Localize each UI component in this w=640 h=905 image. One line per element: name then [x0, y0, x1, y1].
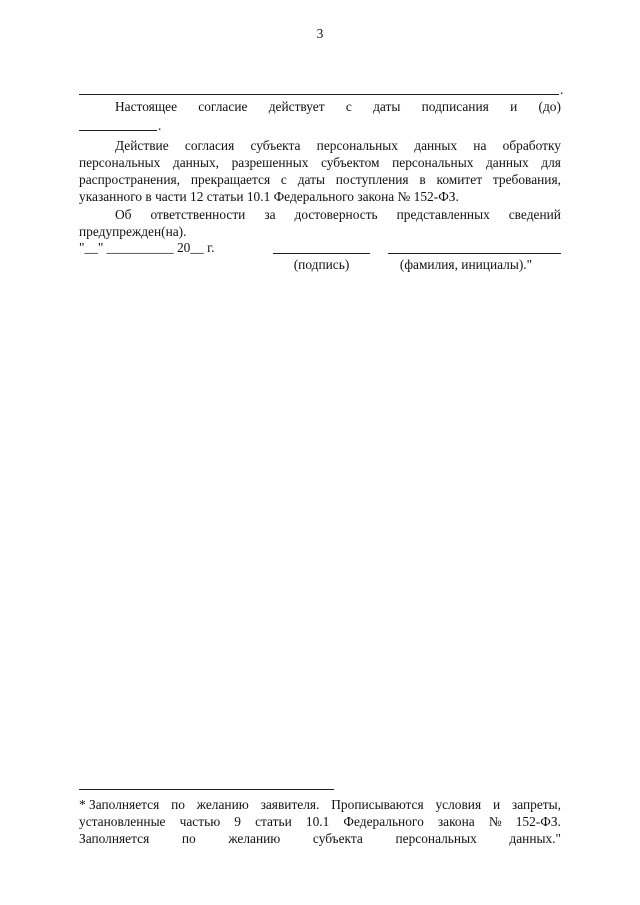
word: с — [345, 99, 352, 114]
word: представленных — [396, 207, 490, 222]
word: подписания — [421, 99, 489, 114]
word: достоверность — [294, 207, 378, 222]
word: статьи — [255, 814, 292, 829]
footnote-separator — [79, 789, 334, 790]
footnote-line — [79, 797, 561, 813]
word: и — [492, 797, 501, 812]
word: даты — [297, 172, 325, 187]
word: Действие — [115, 138, 169, 153]
word: субъекта — [312, 831, 363, 846]
word: распространения, — [79, 172, 181, 187]
word: и — [510, 99, 518, 114]
word: для — [541, 155, 561, 170]
word: даты — [373, 99, 401, 114]
name-line — [388, 253, 561, 254]
word: запреты, — [511, 797, 561, 812]
word: Прописываются — [331, 797, 424, 812]
word: требования, — [492, 172, 561, 187]
word: Заполняется — [79, 831, 150, 846]
word: данных, — [172, 155, 220, 170]
word: прекращается — [190, 172, 271, 187]
word: согласия — [184, 138, 235, 153]
word: ответственности — [150, 207, 246, 222]
word: частью — [179, 814, 221, 829]
name-caption: (фамилия, инициалы)." — [399, 257, 533, 272]
word: данных — [485, 155, 529, 170]
page-number: 3 — [316, 26, 324, 41]
word: обработку — [502, 138, 561, 153]
word: с — [280, 172, 287, 187]
word: данных — [414, 138, 458, 153]
word: данных." — [509, 831, 561, 846]
responsibility-line — [115, 207, 561, 223]
footnote-line — [79, 814, 561, 830]
word: * Заполняется — [79, 797, 160, 812]
signature-caption: (подпись) — [293, 257, 350, 272]
word: желанию — [196, 797, 249, 812]
word: персональных — [79, 155, 161, 170]
termination-line — [79, 172, 561, 188]
word: по — [181, 831, 196, 846]
validity-date-blank — [79, 130, 157, 131]
word: (до) — [538, 99, 561, 114]
footnote-line — [79, 831, 561, 847]
word: в — [419, 172, 426, 187]
word: 10.1 — [305, 814, 330, 829]
signature-line — [273, 253, 370, 254]
word: разрешенных — [231, 155, 309, 170]
word: условия — [435, 797, 482, 812]
word: 9 — [234, 814, 241, 829]
word: Федерального — [343, 814, 424, 829]
validity-sentence — [115, 99, 561, 115]
word: Настоящее — [115, 99, 178, 114]
word: на — [473, 138, 487, 153]
validity-blank-dot: . — [158, 118, 162, 133]
validity-top-rule — [79, 94, 559, 95]
word: персональных — [392, 155, 474, 170]
word: согласие — [198, 99, 248, 114]
termination-line — [115, 138, 561, 154]
word: комитет — [436, 172, 483, 187]
word: за — [264, 207, 276, 222]
responsibility-line: предупрежден(на). — [79, 224, 187, 239]
word: персональных — [316, 138, 398, 153]
word: 152-ФЗ. — [515, 814, 561, 829]
word: субъектом — [320, 155, 380, 170]
word: заявителя. — [260, 797, 320, 812]
word: сведений — [508, 207, 561, 222]
word: действует — [268, 99, 325, 114]
word: поступления — [335, 172, 409, 187]
termination-line: указанного в части 12 статьи 10.1 Федерального закона № 152-ФЗ. — [79, 189, 459, 204]
word: субъекта — [250, 138, 301, 153]
termination-line — [79, 155, 561, 171]
signature-date: "__" __________ 20__ г. — [79, 240, 215, 255]
word: по — [171, 797, 185, 812]
word: Об — [115, 207, 132, 222]
word: закона — [437, 814, 475, 829]
validity-top-dot: . — [560, 82, 564, 97]
word: установленные — [79, 814, 166, 829]
word: желанию — [228, 831, 281, 846]
word: № — [488, 814, 502, 829]
word: персональных — [395, 831, 477, 846]
